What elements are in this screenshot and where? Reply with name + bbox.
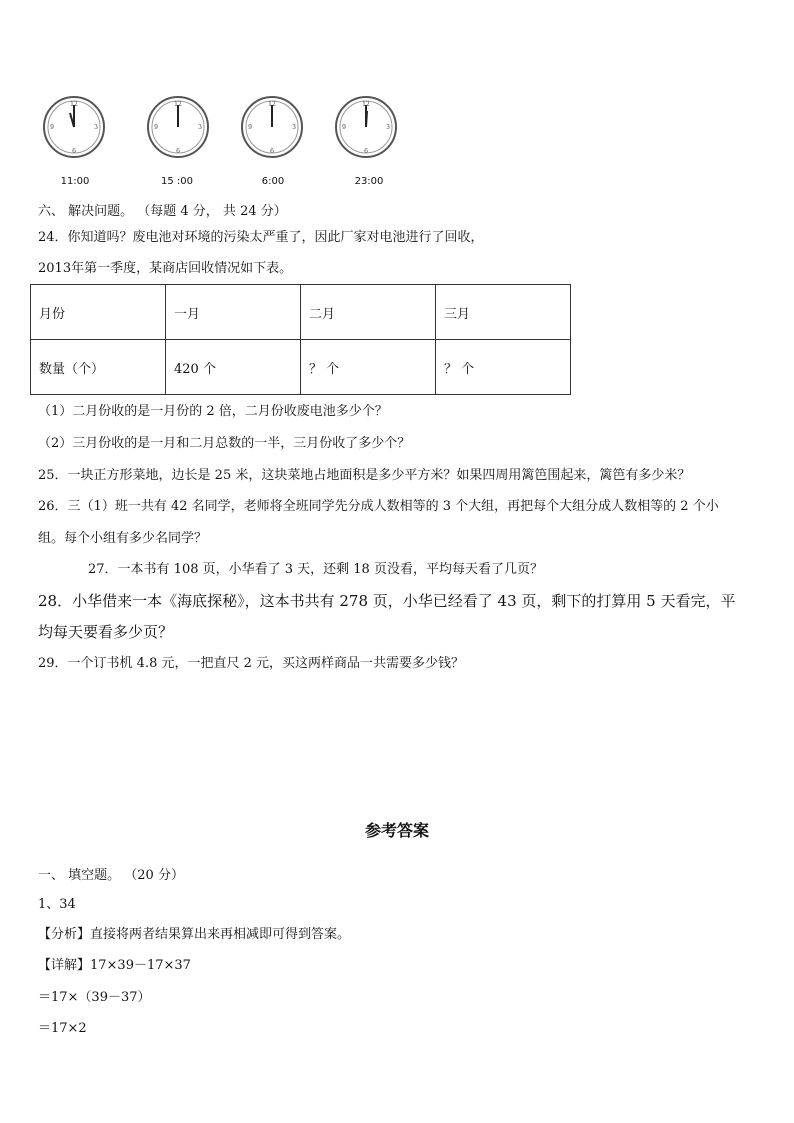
table-row — [31, 285, 571, 340]
svg-text:9: 9 — [342, 124, 346, 131]
svg-text:12: 12 — [362, 101, 370, 108]
answer-step: ＝17×（39－37） — [38, 990, 151, 1005]
answer-section-heading: 一、 填空题。 （20 分） — [38, 868, 184, 883]
clock-face-icon — [334, 95, 398, 159]
question-28-text: 均每天要看多少页？ — [38, 623, 174, 641]
svg-text:9: 9 — [50, 124, 54, 131]
table-cell: 二月 — [301, 285, 436, 340]
table-cell: 数量（个） — [31, 340, 166, 395]
question-28-text: 28．小华借来一本《海底探秘》，这本书共有 278 页，小华已经看了 43 页，剩下的打算用 5 天看完，平 — [38, 592, 736, 610]
table-cell: ？ 个 — [436, 340, 571, 395]
sub-question: （2）三月份收的是一月和二月总数的一半，三月份收了多少个？ — [38, 436, 411, 451]
clock-face-icon — [146, 95, 210, 159]
question-26-text: 组。每个小组有多少名同学？ — [38, 531, 208, 546]
svg-text:3: 3 — [292, 124, 296, 131]
svg-text:3: 3 — [386, 124, 390, 131]
svg-text:6: 6 — [270, 148, 274, 155]
question-24-text: 24．你知道吗？废电池对环境的污染太严重了，因此厂家对电池进行了回收， — [38, 230, 484, 245]
svg-text:6: 6 — [176, 148, 180, 155]
svg-text:3: 3 — [198, 124, 202, 131]
table-row — [31, 340, 571, 395]
svg-text:12: 12 — [268, 101, 276, 108]
svg-text:12: 12 — [174, 101, 182, 108]
answer-section-title: 参考答案 — [364, 821, 429, 840]
question-25-text: 25．一块正方形菜地，边长是 25 米，这块菜地占地面积是多少平方米？如果四周用篱笆围起来，篱笆有多少米？ — [38, 468, 691, 483]
clock-face-icon — [42, 95, 106, 159]
svg-text:6: 6 — [364, 148, 368, 155]
clock-time-label: 15 :00 — [161, 176, 193, 187]
table-cell: 三月 — [436, 285, 571, 340]
answer-step: ＝17×2 — [38, 1021, 87, 1036]
clock-time-label: 6:00 — [261, 176, 285, 187]
question-24-text: 2013年第一季度，某商店回收情况如下表。 — [38, 261, 293, 276]
question-26-text: 26．三（1）班一共有 42 名同学，老师将全班同学先分成人数相等的 3 个大组，再把每个大组分成人数相等的 2 个小 — [38, 499, 719, 514]
svg-text:6: 6 — [72, 148, 76, 155]
table-cell: ？ 个 — [301, 340, 436, 395]
question-29-text: 29．一个订书机 4.8 元，一把直尺 2 元，买这两样商品一共需要多少钱？ — [38, 656, 465, 671]
answer-item: 1、34 — [38, 897, 76, 912]
section-heading: 六、 解决问题。 （每题 4 分， 共 24 分） — [38, 204, 287, 219]
svg-text:12: 12 — [70, 101, 78, 108]
clock-face-icon — [240, 95, 304, 159]
svg-text:9: 9 — [154, 124, 158, 131]
table-cell: 一月 — [166, 285, 301, 340]
table-cell: 月份 — [31, 285, 166, 340]
answer-analysis: 【分析】直接将两者结果算出来再相减即可得到答案。 — [38, 927, 351, 942]
clock-time-label: 11:00 — [60, 176, 90, 187]
clock-time-label: 23:00 — [354, 176, 384, 187]
table-cell: 420 个 — [166, 340, 301, 395]
svg-text:9: 9 — [248, 124, 252, 131]
sub-question: （1）二月份收的是一月份的 2 倍，二月份收废电池多少个？ — [38, 404, 388, 419]
battery-recycling-table — [30, 284, 571, 395]
question-27-text: 27．一本书有 108 页，小华看了 3 天，还剩 18 页没看，平均每天看了几页？ — [88, 562, 543, 577]
answer-detail: 【详解】17×39－17×37 — [38, 958, 191, 973]
svg-text:3: 3 — [94, 124, 98, 131]
